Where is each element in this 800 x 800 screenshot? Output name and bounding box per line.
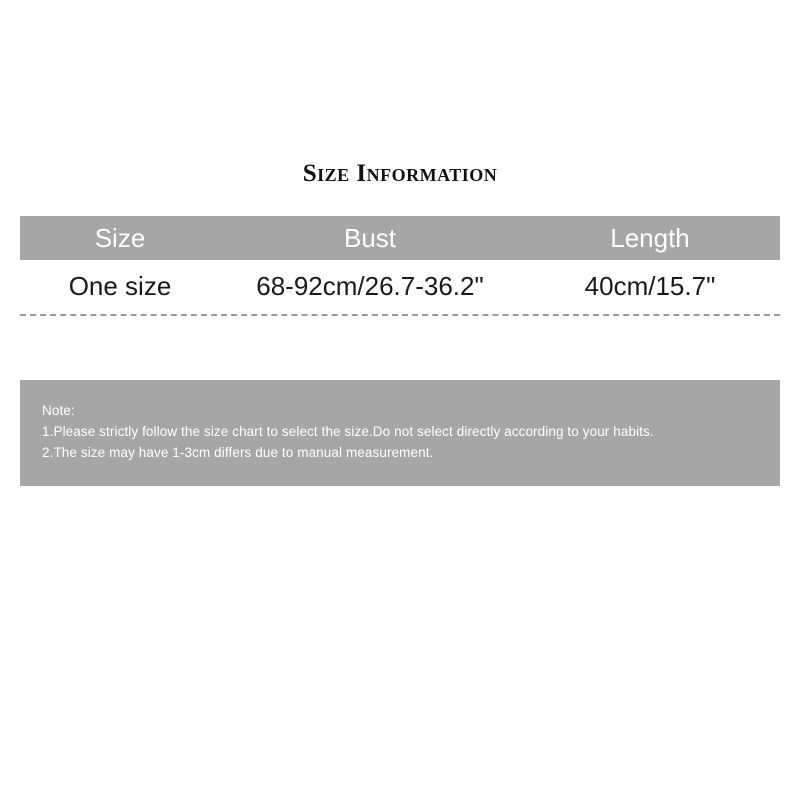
cell-size: One size — [68, 271, 172, 301]
size-table — [20, 216, 780, 312]
page-title: Size Information — [302, 160, 498, 187]
column-header-bust: Bust — [343, 223, 397, 253]
note-heading: Note: — [42, 403, 75, 418]
table-row — [20, 260, 780, 312]
cell-length: 40cm/15.7" — [584, 271, 716, 301]
cell-bust: 68-92cm/26.7-36.2" — [256, 271, 484, 301]
note-line-1: 1.Please strictly follow the size chart to select the size.Do not select directly according to your habits. — [42, 424, 654, 439]
note-panel — [20, 380, 780, 486]
note-line-2: 2.The size may have 1-3cm differs due to manual measurement. — [42, 445, 434, 460]
table-header-row — [20, 216, 780, 260]
table-bottom-divider — [20, 314, 780, 316]
column-header-length: Length — [610, 223, 690, 253]
column-header-size: Size — [94, 223, 146, 253]
